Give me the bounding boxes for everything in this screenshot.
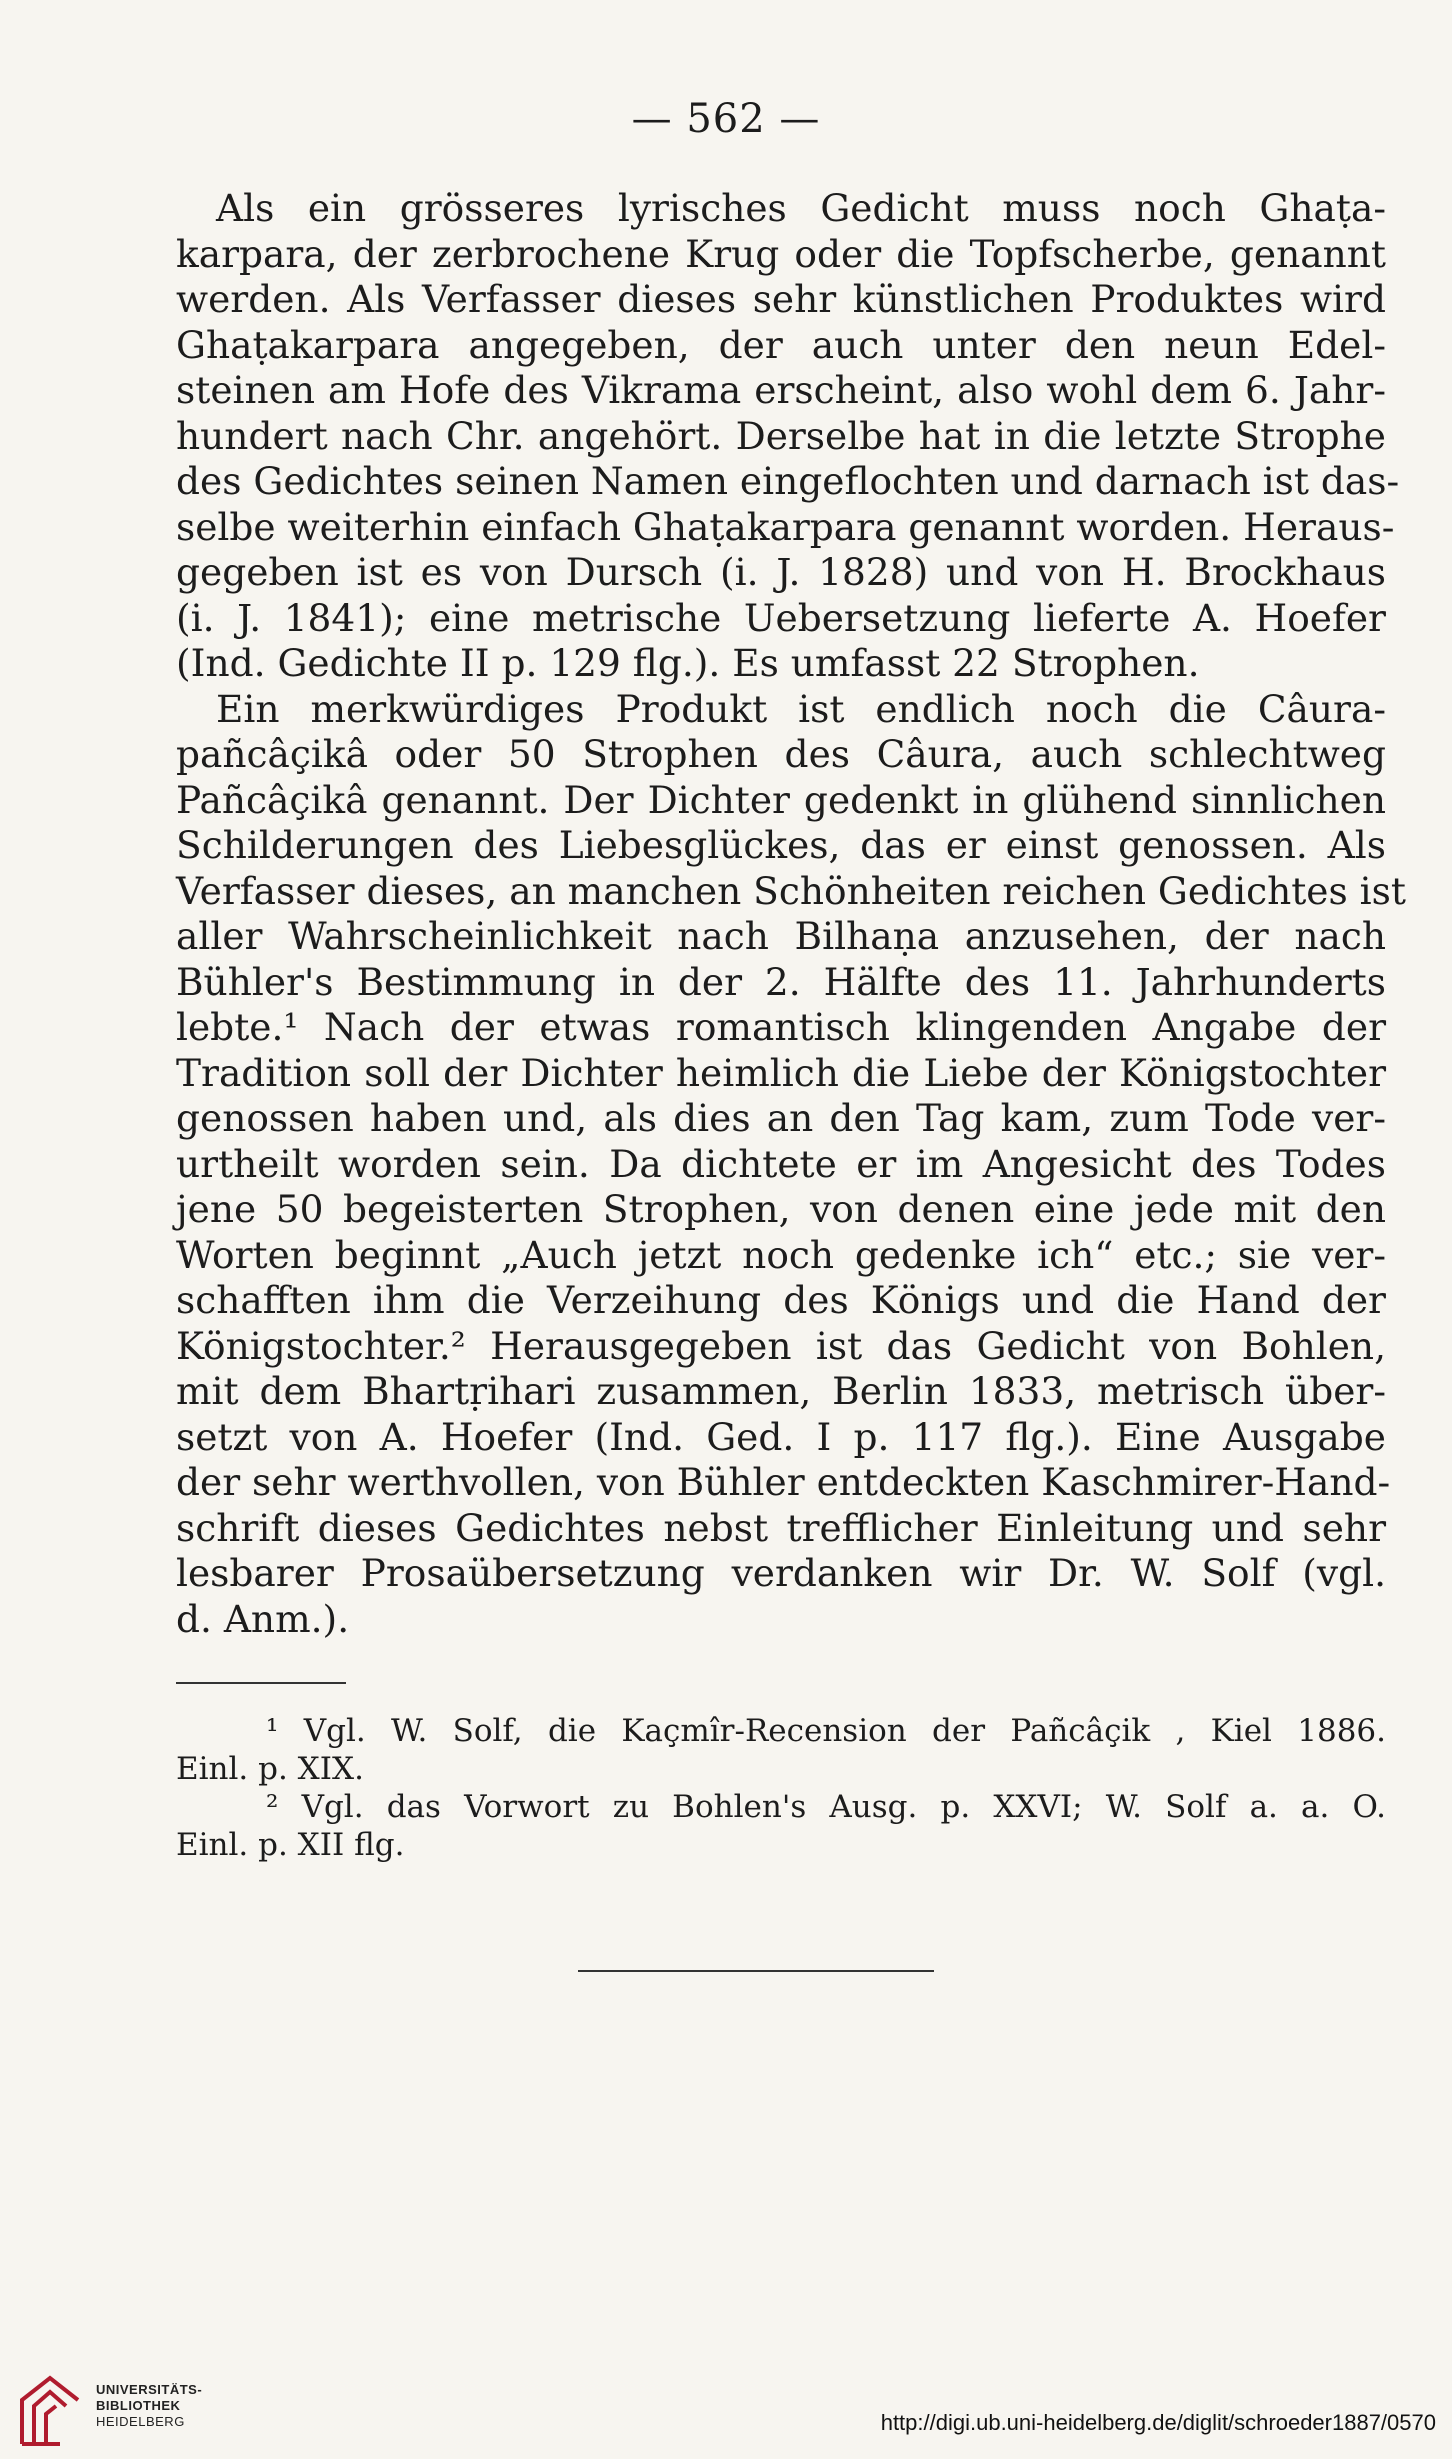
body-line: genossen haben und, als dies an den Tag kam, zum Tode ver-: [176, 1096, 1386, 1140]
end-divider: [578, 1970, 934, 1972]
footnote-line: ¹ Vgl. W. Solf, die Kaçmîr-Recension der Pañcâçik , Kiel 1886.: [266, 1713, 1386, 1749]
body-line: mit dem Bhartṛihari zusammen, Berlin 1833, metrisch über-: [176, 1369, 1386, 1413]
heidelberg-library-logo-icon[interactable]: [16, 2370, 86, 2450]
body-line: Pañcâçikâ genannt. Der Dichter gedenkt in glühend sinnlichen: [176, 777, 1386, 822]
body-line: selbe weiterhin einfach Ghaṭakarpara genannt worden. Heraus-: [176, 504, 1395, 549]
body-line: Bühler's Bestimmung in der 2. Hälfte des 11. Jahrhunderts: [176, 959, 1386, 1004]
library-name-line: UNIVERSITÄTS-: [96, 2382, 203, 2397]
body-line: der sehr werthvollen, von Bühler entdeckten Kaschmirer-Hand-: [176, 1460, 1391, 1504]
source-url-link[interactable]: http://digi.ub.uni-heidelberg.de/diglit/schroeder1887/0570: [880, 2410, 1436, 2435]
footnote-divider: [176, 1682, 346, 1684]
body-line: Schilderungen des Liebesglückes, das er einst genossen. Als: [176, 823, 1386, 867]
body-line: d. Anm.).: [176, 1596, 350, 1641]
body-line: Worten beginnt „Auch jetzt noch gedenke ich“ etc.; sie ver-: [176, 1232, 1386, 1277]
body-line: werden. Als Verfasser dieses sehr künstlichen Produktes wird: [176, 277, 1386, 321]
body-line: hundert nach Chr. angehört. Derselbe hat in die letzte Strophe: [176, 413, 1386, 458]
body-line: steinen am Hofe des Vikrama erscheint, also wohl dem 6. Jahr-: [176, 368, 1386, 412]
library-name-line: BIBLIOTHEK: [96, 2398, 181, 2413]
body-line: urtheilt worden sein. Da dichtete er im Angesicht des Todes: [176, 1141, 1386, 1186]
body-line: schafften ihm die Verzeihung des Königs und die Hand der: [176, 1278, 1386, 1322]
page-number: — 562 —: [631, 96, 821, 142]
library-name: [96, 2382, 202, 2430]
body-line: Ein merkwürdiges Produkt ist endlich noch die Câura-: [216, 686, 1386, 731]
body-line: jene 50 begeisterten Strophen, von denen eine jede mit den: [176, 1187, 1386, 1231]
body-line: Tradition soll der Dichter heimlich die Liebe der Königstochter: [176, 1050, 1386, 1095]
body-line: Als ein grösseres lyrisches Gedicht muss noch Ghaṭa-: [216, 186, 1386, 230]
body-line: setzt von A. Hoefer (Ind. Ged. I p. 117 flg.). Eine Ausgabe: [176, 1414, 1386, 1459]
body-line: des Gedichtes seinen Namen eingeflochten und darnach ist das-: [176, 459, 1400, 503]
footnote-line: Einl. p. XII flg.: [176, 1827, 405, 1863]
body-line: Königstochter.² Herausgegeben ist das Gedicht von Bohlen,: [176, 1323, 1386, 1368]
library-name-line: HEIDELBERG: [96, 2414, 185, 2429]
body-line: schrift dieses Gedichtes nebst trefflicher Einleitung und sehr: [176, 1505, 1386, 1550]
body-line: karpara, der zerbrochene Krug oder die Topfscherbe, genannt: [176, 231, 1386, 276]
body-line: gegeben ist es von Dursch (i. J. 1828) und von H. Brockhaus: [176, 550, 1386, 594]
body-text: [176, 186, 1406, 1642]
body-line: aller Wahrscheinlichkeit nach Bilhaṇa anzusehen, der nach: [176, 914, 1386, 958]
footnote-line: ² Vgl. das Vorwort zu Bohlen's Ausg. p. XXVI; W. Solf a. a. O.: [266, 1789, 1386, 1825]
body-line: lebte.¹ Nach der etwas romantisch klingenden Angabe der: [176, 1005, 1386, 1049]
body-line: pañcâçikâ oder 50 Strophen des Câura, auch schlechtweg: [176, 732, 1386, 776]
footer: [0, 2370, 1452, 2459]
body-line: lesbarer Prosaübersetzung verdanken wir Dr. W. Solf (vgl.: [176, 1551, 1386, 1595]
footnote-line: Einl. p. XIX.: [176, 1751, 364, 1787]
body-line: Verfasser dieses, an manchen Schönheiten reichen Gedichtes ist: [176, 868, 1406, 913]
body-line: Ghaṭakarpara angegeben, der auch unter den neun Edel-: [176, 322, 1386, 367]
footnotes: [176, 1712, 1386, 1864]
body-line: (i. J. 1841); eine metrische Uebersetzung lieferte A. Hoefer: [176, 595, 1386, 640]
body-line: (Ind. Gedichte II p. 129 flg.). Es umfasst 22 Strophen.: [176, 641, 1200, 685]
